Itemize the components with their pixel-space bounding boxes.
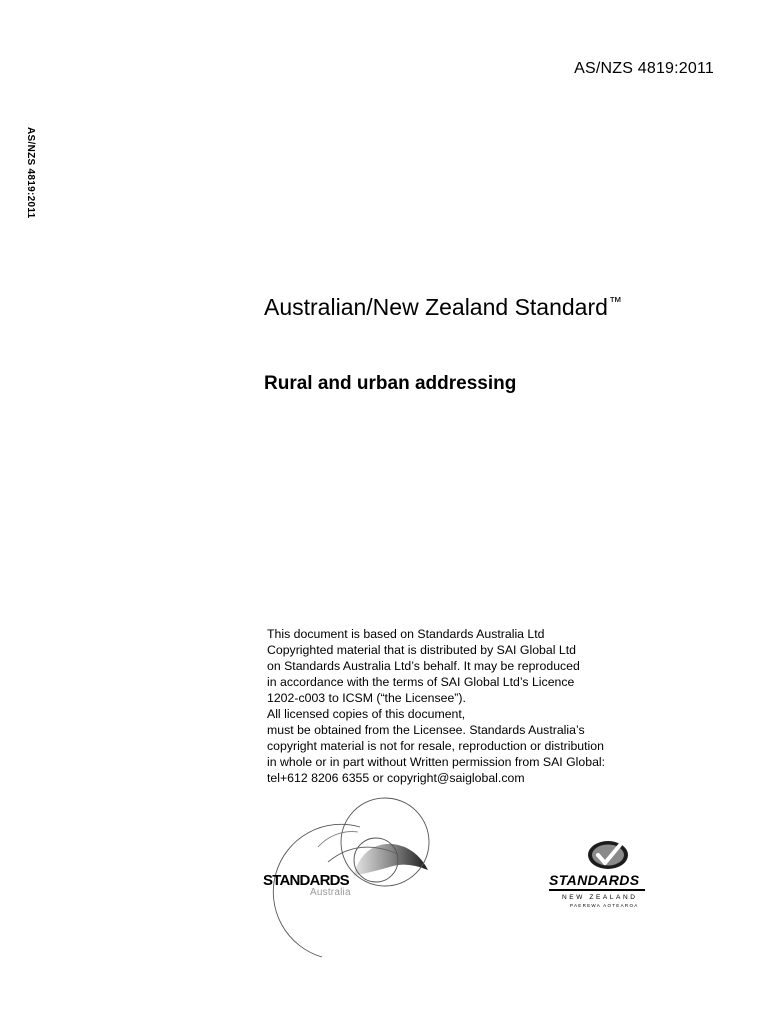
license-line: in accordance with the terms of SAI Global Ltd’s Licence [267, 675, 575, 689]
trademark-symbol: ™ [608, 294, 622, 309]
license-line: 1202-c003 to ICSM (“the Licensee”). [267, 691, 466, 705]
license-line: All licensed copies of this document, [267, 707, 466, 721]
license-line: Copyrighted material that is distributed by SAI Global Ltd [267, 643, 576, 657]
license-notice [267, 626, 687, 786]
license-line: on Standards Australia Ltd’s behalf. It may be reproduced [267, 659, 580, 673]
spine-document-code: AS/NZS 4819:2011 [25, 127, 36, 219]
standards-australia-subtitle: Australia [310, 887, 351, 898]
standards-nz-subtitle: NEW ZEALAND [562, 894, 638, 901]
standards-australia-wordmark: STANDARDS [263, 872, 349, 889]
document-code-header: AS/NZS 4819:2011 [574, 60, 714, 77]
standards-australia-logo [258, 792, 448, 962]
standard-type-heading [264, 294, 622, 321]
license-line: copyright material is not for resale, reproduction or distribution [267, 739, 604, 753]
license-line: This document is based on Standards Australia Ltd [267, 627, 545, 641]
standards-new-zealand-logo [545, 838, 675, 908]
standards-nz-wordmark: STANDARDS [549, 872, 640, 888]
standard-type-text: Australian/New Zealand Standard [264, 294, 608, 320]
license-line: in whole or in part without Written permission from SAI Global: [267, 755, 606, 769]
license-line: tel+612 8206 6355 or copyright@saiglobal.com [267, 771, 525, 785]
standards-nz-maori-subtitle: PAEREWA AOTEAROA [570, 903, 639, 908]
document-title: Rural and urban addressing [264, 373, 517, 394]
license-line: must be obtained from the Licensee. Standards Australia’s [267, 723, 585, 737]
standards-nz-tick-icon [585, 838, 631, 872]
